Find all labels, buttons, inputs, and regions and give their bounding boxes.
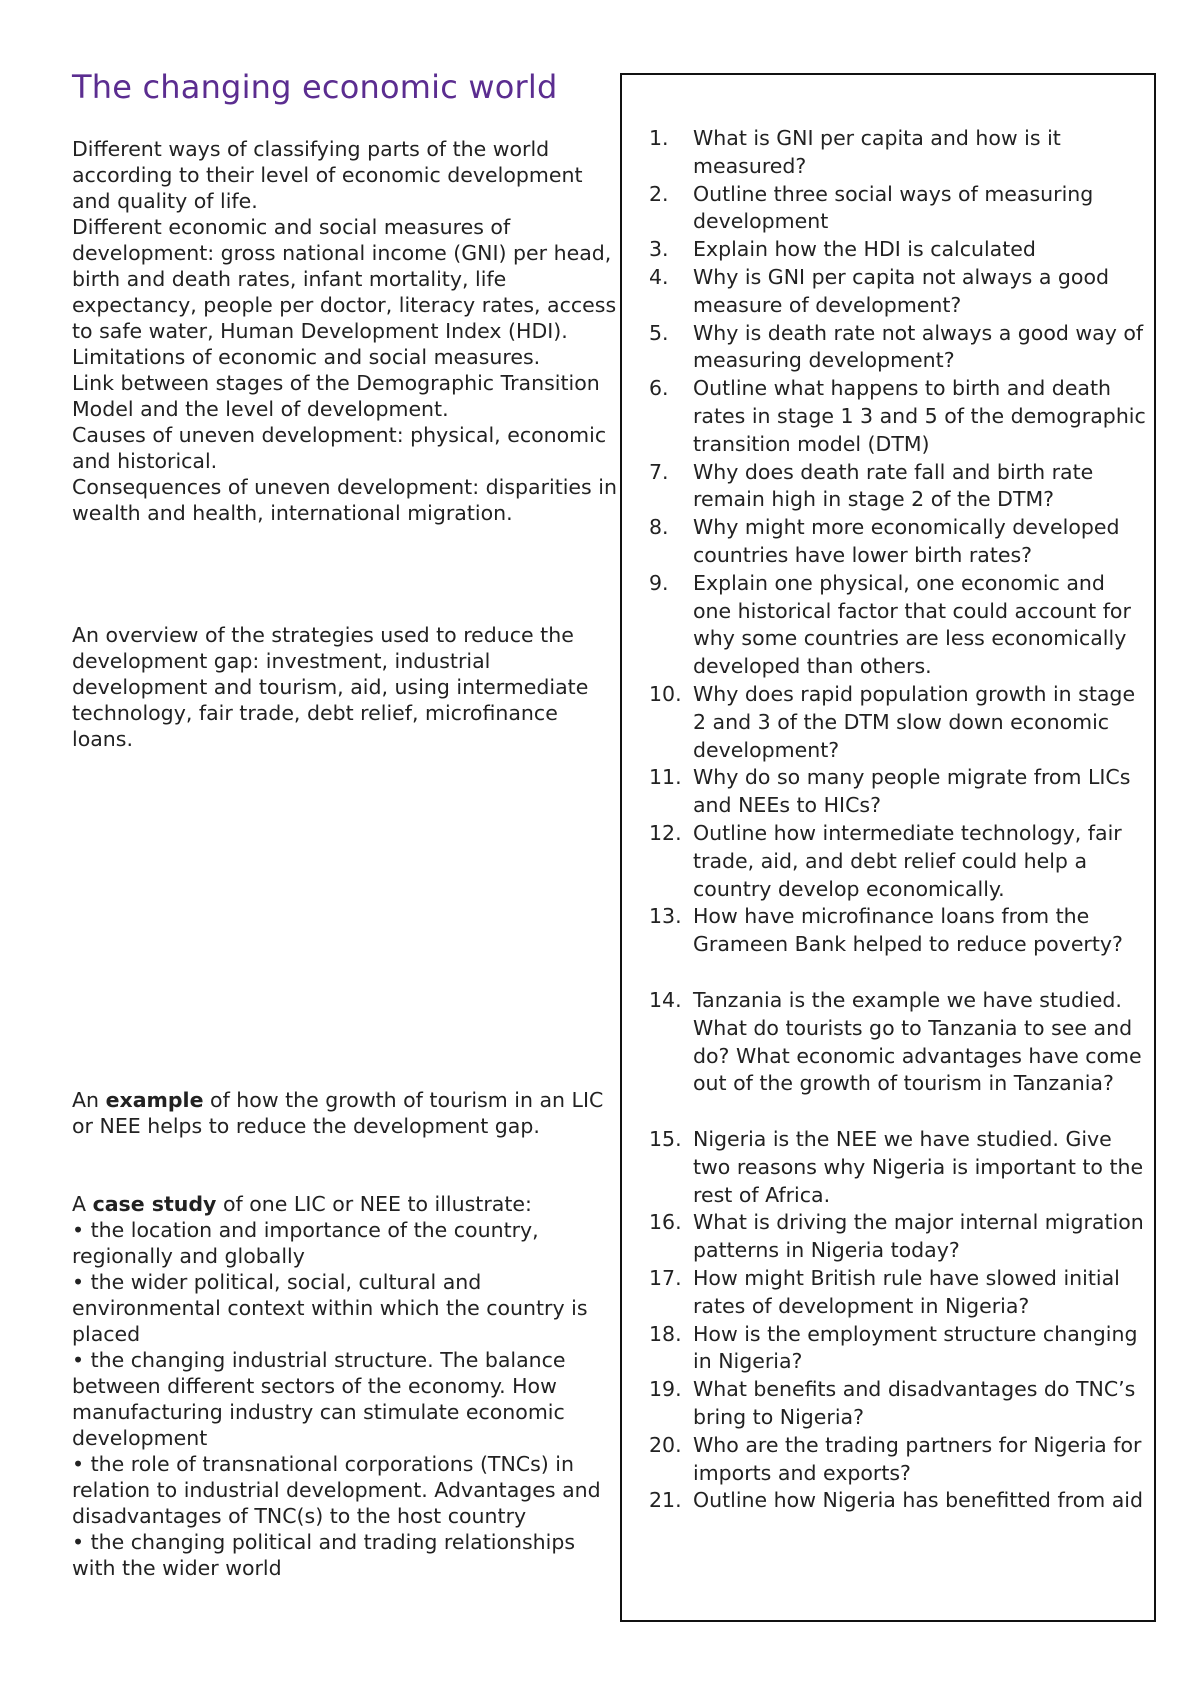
question-number: 5. (649, 320, 669, 345)
question-text: Who are the trading partners for Nigeria for imports and exports? (693, 1432, 1142, 1485)
spec-line: Different economic and social measures of development: gross national income (GNI) per head, birth and death rates, infant mortality, life expectancy, people per doctor, literacy rates, access to safe water, Human Development Index (HDI). (72, 215, 617, 343)
question-number: 8. (649, 515, 669, 540)
spec-line: Link between stages of the Demographic Transition Model and the level of development. (72, 371, 600, 421)
question-text: What is GNI per capita and how is it measured? (693, 126, 1061, 178)
prefix-text: A (72, 1192, 87, 1216)
question-number: 21. (649, 1488, 682, 1513)
question-item (649, 570, 1149, 681)
question-number: 7. (649, 459, 669, 484)
bullet-item: • the wider political, social, cultural and environmental context within which the country is placed (72, 1270, 588, 1346)
spec-line: Consequences of uneven development: disparities in wealth and health, international migration. (72, 475, 617, 525)
spec-block-strategies (72, 622, 617, 752)
question-item (649, 903, 1149, 959)
question-number: 11. (649, 765, 682, 790)
question-text: Nigeria is the NEE we have studied. Give two reasons why Nigeria is important to the rest of Africa. (693, 1127, 1144, 1207)
question-item (649, 1126, 1149, 1209)
question-number: 16. (649, 1210, 682, 1235)
question-item (649, 125, 1149, 181)
spec-line (72, 1087, 617, 1139)
question-item (649, 987, 1149, 1098)
rest-text: of how the growth of tourism in an LIC or NEE helps to reduce the development gap. (72, 1088, 604, 1138)
question-text: Why is death rate not always a good way of measuring development? (693, 320, 1144, 373)
question-item (649, 1209, 1149, 1265)
bold-keyword: example (105, 1088, 204, 1112)
question-text: Why do so many people migrate from LICs and NEEs to HICs? (693, 765, 1131, 818)
question-text: What is driving the major internal migration patterns in Nigeria today? (693, 1210, 1144, 1263)
page-title: The changing economic world (72, 68, 558, 106)
question-number: 13. (649, 904, 682, 929)
question-number: 14. (649, 987, 682, 1012)
question-text: Why does death rate fall and birth rate remain high in stage 2 of the DTM? (693, 459, 1094, 512)
question-item (649, 1487, 1149, 1515)
question-number: 19. (649, 1377, 682, 1402)
question-number: 20. (649, 1432, 682, 1457)
question-text: Outline three social ways of measuring development (693, 181, 1094, 234)
spec-line: Limitations of economic and social measures. (72, 345, 541, 369)
bullet-item: • the role of transnational corporations (TNCs) in relation to industrial development. Advantages and disadvantages of TNC(s) to the host country (72, 1452, 601, 1528)
question-text: Explain how the HDI is calculated (693, 237, 1036, 262)
question-item (649, 236, 1149, 264)
question-text: Outline how Nigeria has benefitted from aid (693, 1488, 1143, 1513)
question-number: 12. (649, 820, 682, 845)
question-list (649, 125, 1149, 1515)
question-text: Why might more economically developed countries have lower birth rates? (693, 515, 1120, 567)
question-text: Explain one physical, one economic and one historical factor that could account for why some countries are less economically developed than others. (693, 570, 1131, 679)
question-text: How is the employment structure changing in Nigeria? (693, 1321, 1138, 1374)
question-number: 4. (649, 264, 669, 289)
spec-line: An overview of the strategies used to reduce the development gap: investment, industrial development and tourism, aid, using intermediate technology, fair trade, debt relief, microfinance loans. (72, 623, 589, 751)
question-number: 18. (649, 1321, 682, 1346)
question-item (649, 1376, 1149, 1432)
question-item (649, 459, 1149, 515)
question-item (649, 1432, 1149, 1488)
question-text: Why is GNI per capita not always a good measure of development? (693, 264, 1110, 317)
bold-keyword: case study (92, 1192, 217, 1216)
question-item (649, 320, 1149, 376)
spec-block-case-study (72, 1191, 617, 1581)
question-text: Why does rapid population growth in stage 2 and 3 of the DTM slow down economic development? (693, 681, 1136, 762)
rest-text: of one LIC or NEE to illustrate: (222, 1192, 532, 1216)
question-number: 10. (649, 681, 682, 706)
question-item (649, 820, 1149, 903)
question-item (649, 514, 1149, 570)
question-item (649, 1321, 1149, 1377)
question-item (649, 264, 1149, 320)
spec-line: Different ways of classifying parts of the world according to their level of economic development and quality of life. (72, 137, 583, 213)
spec-block-example (72, 1087, 617, 1139)
question-text: Outline how intermediate technology, fair trade, aid, and debt relief could help a country develop economically. (693, 820, 1122, 901)
prefix-text: An (72, 1088, 100, 1112)
question-number: 17. (649, 1266, 682, 1291)
question-item (649, 1265, 1149, 1321)
question-text: What benefits and disadvantages do TNC’s bring to Nigeria? (693, 1377, 1136, 1430)
spec-block-measures (72, 136, 617, 526)
question-number: 2. (649, 181, 669, 206)
spec-line: Causes of uneven development: physical, economic and historical. (72, 423, 607, 473)
question-item (649, 181, 1149, 237)
question-number: 15. (649, 1127, 682, 1152)
question-item (649, 764, 1149, 820)
question-number: 6. (649, 376, 669, 401)
question-text: How might British rule have slowed initial rates of development in Nigeria? (693, 1266, 1120, 1318)
question-text: Outline what happens to birth and death rates in stage 1 3 and 5 of the demographic transition model (DTM) (693, 376, 1146, 456)
bullet-item: • the changing political and trading relationships with the wider world (72, 1530, 576, 1580)
question-number: 9. (649, 570, 669, 595)
question-item (649, 375, 1149, 458)
question-number: 3. (649, 237, 669, 262)
bullet-item: • the changing industrial structure. The balance between different sectors of the economy. How manufacturing industry can stimulate economic development (72, 1348, 566, 1450)
question-number: 1. (649, 126, 669, 150)
bullet-item: • the location and importance of the country, regionally and globally (72, 1218, 539, 1268)
spec-line (72, 1191, 617, 1217)
question-text: How have microfinance loans from the Grameen Bank helped to reduce poverty? (693, 904, 1123, 957)
questions-box (620, 73, 1156, 1622)
question-text: Tanzania is the example we have studied. What do tourists go to Tanzania to see and do? What economic advantages have come out of the growth of tourism in Tanzania? (693, 987, 1142, 1096)
question-item (649, 681, 1149, 764)
